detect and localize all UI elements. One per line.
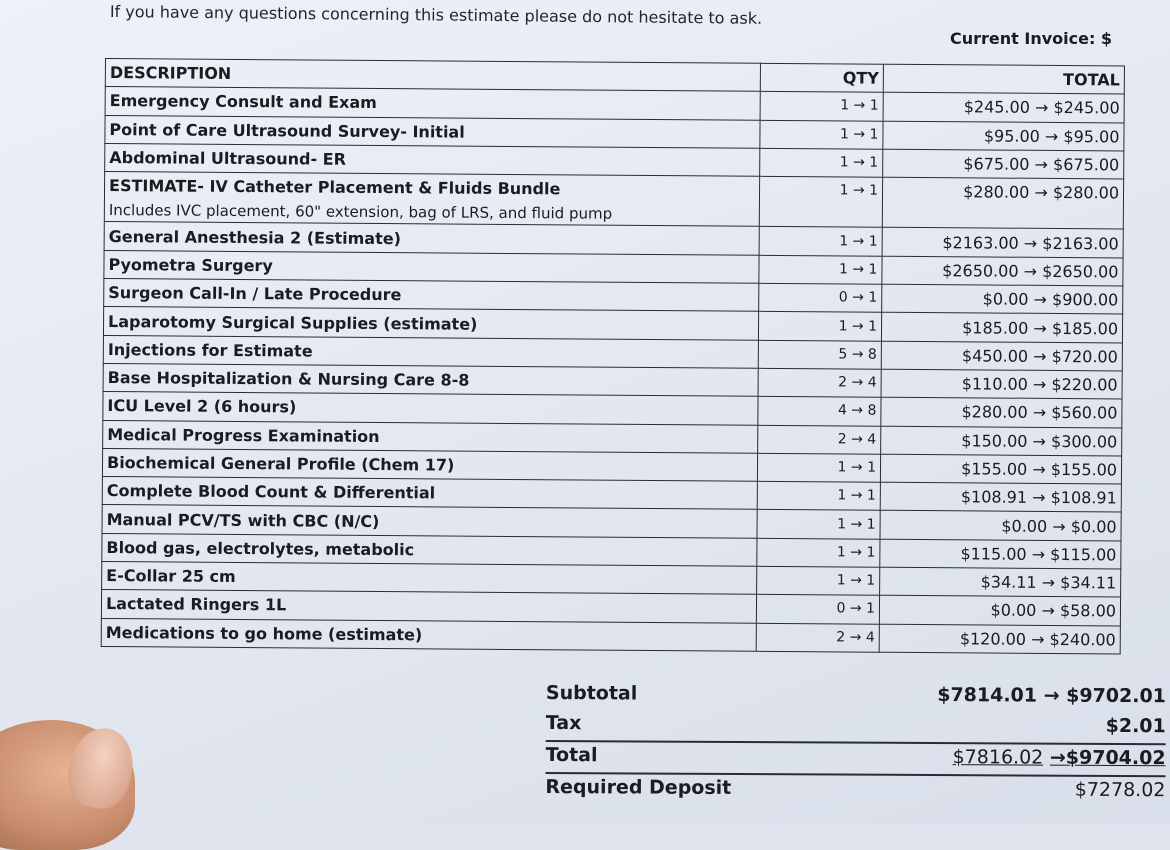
row-total: $675.00 → $675.00 (883, 149, 1124, 179)
row-description: Pyometra Surgery (104, 250, 759, 283)
row-description: Base Hospitalization & Nursing Care 8-8 (103, 363, 758, 396)
row-total: $115.00 → $115.00 (880, 539, 1121, 569)
tax-row (546, 710, 1166, 745)
row-qty: 1 → 1 (759, 255, 882, 284)
row-qty: 5 → 8 (758, 340, 881, 369)
total-label: Total (545, 743, 598, 767)
total-value-after: →$9704.02 (1049, 746, 1166, 770)
row-total: $110.00 → $220.00 (881, 369, 1122, 399)
row-qty: 4 → 8 (758, 397, 881, 426)
row-note: Includes IVC placement, 60" extension, bag of LRS, and fluid pump (104, 199, 759, 226)
row-description: Complete Blood Count & Differential (102, 477, 757, 510)
subtotal-label: Subtotal (545, 682, 638, 705)
row-total: $0.00 → $900.00 (882, 284, 1123, 314)
row-qty: 1 → 1 (759, 176, 882, 227)
total-value (953, 746, 1166, 769)
row-description: Lactated Ringers 1L (101, 590, 756, 623)
row-description: Surgeon Call-In / Late Procedure (104, 279, 759, 312)
row-total: $245.00 → $245.00 (883, 93, 1124, 123)
row-description: ESTIMATE- IV Catheter Placement & Fluids Bundle (104, 172, 759, 205)
subtotal-row (546, 680, 1166, 713)
row-total: $120.00 → $240.00 (879, 624, 1120, 654)
total-value-before: $7816.02 (952, 746, 1044, 769)
table-body (101, 87, 1124, 654)
estimate-table-wrapper (101, 58, 1125, 654)
row-qty: 2 → 4 (758, 425, 881, 454)
row-total: $185.00 → $185.00 (881, 313, 1122, 343)
current-invoice-label: Current Invoice: $ (950, 29, 1113, 48)
row-description: Emergency Consult and Exam (105, 87, 760, 120)
deposit-row (545, 774, 1165, 807)
row-description: General Anesthesia 2 (Estimate) (104, 222, 759, 255)
row-qty: 1 → 1 (758, 312, 881, 341)
row-qty: 1 → 1 (757, 538, 880, 567)
table-row (101, 618, 1120, 654)
row-qty: 1 → 1 (757, 510, 880, 539)
row-qty: 1 → 1 (760, 120, 883, 149)
row-description: Blood gas, electrolytes, metabolic (102, 533, 757, 566)
row-description: Biochemical General Profile (Chem 17) (102, 448, 757, 481)
row-qty: 2 → 4 (758, 368, 881, 397)
row-total: $150.00 → $300.00 (881, 426, 1122, 456)
row-description: E-Collar 25 cm (102, 562, 757, 595)
row-qty: 0 → 1 (756, 595, 879, 624)
tax-value: $2.01 (1105, 714, 1166, 738)
row-description: ICU Level 2 (6 hours) (103, 392, 758, 425)
header-total: TOTAL (883, 64, 1124, 94)
row-total: $108.91 → $108.91 (880, 482, 1121, 512)
row-description: Injections for Estimate (103, 335, 758, 368)
row-description: Laparotomy Surgical Supplies (estimate) (103, 307, 758, 340)
row-qty: 1 → 1 (760, 148, 883, 177)
deposit-value: $7278.02 (1074, 778, 1166, 802)
row-qty: 2 → 4 (756, 623, 879, 652)
row-qty: 1 → 1 (757, 481, 880, 510)
estimate-table (101, 58, 1125, 654)
row-total: $0.00 → $58.00 (879, 596, 1120, 626)
row-description: Medications to go home (estimate) (101, 618, 756, 651)
row-description: Point of Care Ultrasound Survey- Initial (105, 115, 760, 148)
summary-block (545, 680, 1166, 807)
row-qty: 1 → 1 (757, 566, 880, 595)
row-total: $450.00 → $720.00 (881, 341, 1122, 371)
deposit-label: Required Deposit (545, 775, 732, 799)
subtotal-value: $7814.01 → $9702.01 (937, 684, 1166, 708)
total-row (546, 742, 1166, 777)
row-total: $280.00 → $280.00 (882, 177, 1123, 229)
row-qty: 1 → 1 (759, 227, 882, 256)
row-description: Medical Progress Examination (103, 420, 758, 453)
row-total: $280.00 → $560.00 (881, 397, 1122, 427)
row-qty: 0 → 1 (759, 283, 882, 312)
row-total: $155.00 → $155.00 (880, 454, 1121, 484)
row-total: $95.00 → $95.00 (883, 121, 1124, 151)
tax-label: Tax (545, 711, 582, 735)
intro-text: If you have any questions concerning this estimate please do not hesitate to ask. (109, 2, 763, 28)
row-total: $34.11 → $34.11 (880, 567, 1121, 597)
row-qty: 1 → 1 (757, 453, 880, 482)
row-total: $0.00 → $0.00 (880, 511, 1121, 541)
row-total: $2650.00 → $2650.00 (882, 256, 1123, 286)
row-qty: 1 → 1 (760, 92, 883, 121)
row-description: Manual PCV/TS with CBC (N/C) (102, 505, 757, 538)
header-qty: QTY (760, 63, 883, 92)
row-total: $2163.00 → $2163.00 (882, 228, 1123, 258)
row-description: Abdominal Ultrasound- ER (105, 143, 760, 176)
header-description: DESCRIPTION (105, 59, 760, 92)
